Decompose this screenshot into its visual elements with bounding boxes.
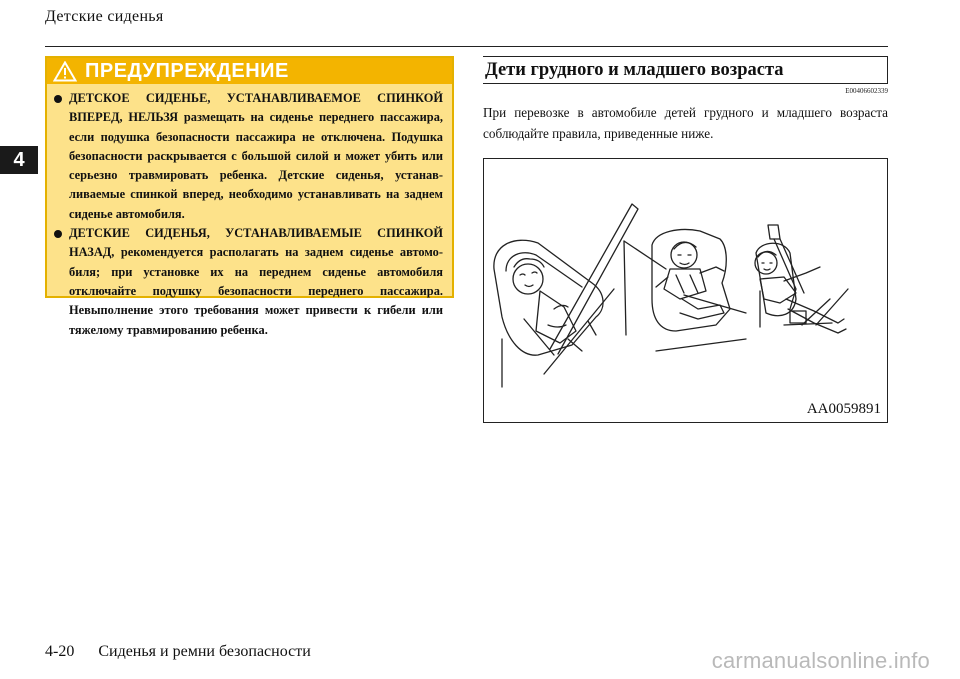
- warning-item-text: ДЕТСКИЕ СИДЕНЬЯ, УСТАНАВЛИВАЕМЫЕ СПИНКОЙ НАЗАД, рекомендуется располагать на заднем сиденье автомо-биля; при установке их на переднем сиденье автомобиля отключайте подушку безопасности переднего пассажира. Невыполнение этого требования может привести к гибели или тяжелому травмированию ребенка.: [69, 226, 443, 337]
- section-title: Дети грудного и младшего возраста: [483, 56, 888, 84]
- running-header: Детские сиденья: [45, 8, 164, 25]
- warning-heading: ПРЕДУПРЕЖДЕНИЕ: [85, 59, 289, 82]
- infant-seat-drawing: [494, 204, 638, 387]
- section-code: E00406602339: [845, 87, 888, 95]
- warning-item: [69, 89, 443, 224]
- warning-box: [45, 56, 454, 337]
- warning-header: [47, 58, 452, 84]
- child-seats-illustration: [484, 159, 887, 422]
- page-number: 4-20: [45, 643, 75, 660]
- warning-triangle-icon: [53, 61, 77, 82]
- child-seat-figure: [483, 158, 888, 423]
- warning-item: [69, 224, 443, 340]
- bullet-icon: [54, 95, 62, 103]
- warning-list: [47, 84, 452, 340]
- footer-chapter: Сиденья и ремни безопасности: [98, 643, 311, 660]
- warning-item-text: ДЕТСКОЕ СИДЕНЬЕ, УСТАНАВЛИВАЕМОЕ СПИНКОЙ ВПЕРЕД, НЕЛЬЗЯ размещать на сиденье переднего пассажира, если подушка безопасности пассажира не отключена. Подушка безопасности раскрывается с большой силой и может убить или серьезно травмировать ребенка. Детские сиденья, устанав-ливаемые спинкой вперед, необходимо устанавливать на заднем сиденье автомобиля.: [69, 91, 443, 221]
- header-divider: [45, 46, 888, 47]
- figure-code: AA0059891: [806, 401, 881, 417]
- bullet-icon: [54, 230, 62, 238]
- watermark: carmanualsonline.info: [711, 648, 930, 673]
- toddler-seat-drawing: [624, 230, 746, 351]
- section-body: При перевозке в автомобиле детей грудного и младшего возраста соблюдайте правила, приведенные ниже.: [483, 105, 888, 141]
- page-footer: [45, 643, 311, 661]
- booster-seat-drawing: [755, 225, 848, 333]
- chapter-tab: 4: [0, 146, 38, 174]
